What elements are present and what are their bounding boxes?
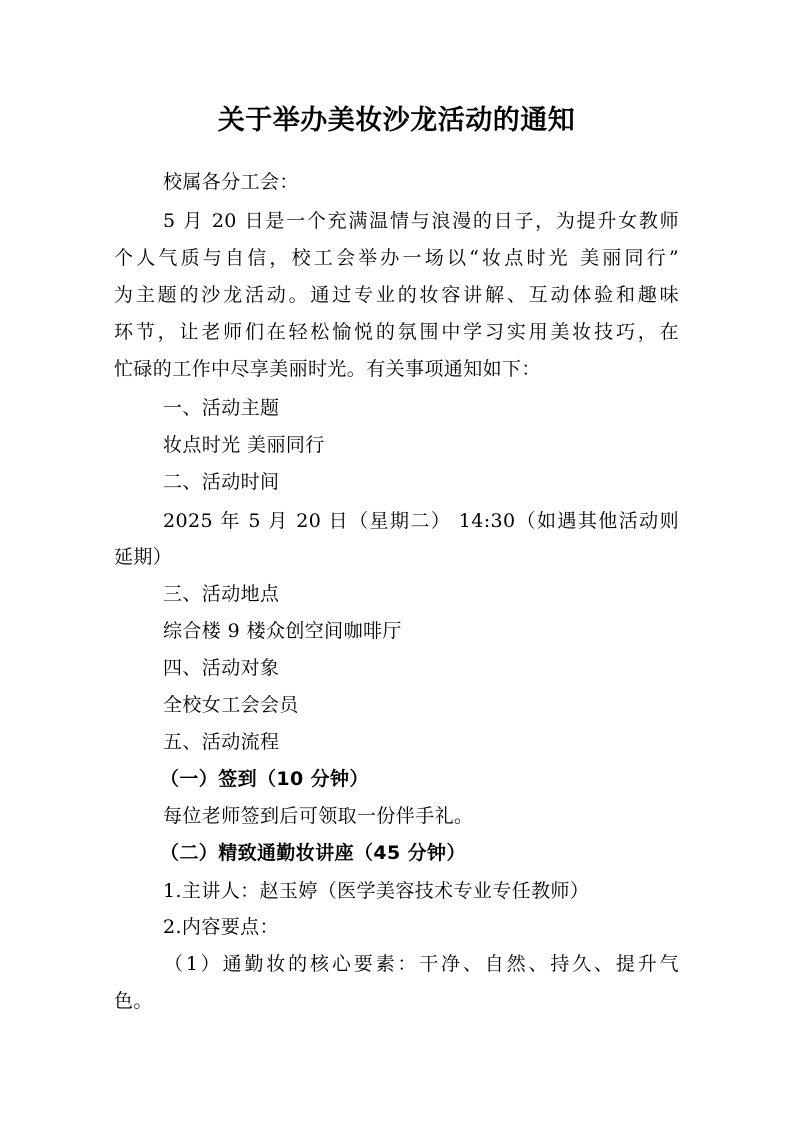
step-2-point-1-line-2: 色。 xyxy=(114,990,153,1012)
section-1-heading: 一、活动主题 xyxy=(163,397,280,419)
intro-line-3: 为主题的沙龙活动。通过专业的妆容讲解、互动体验和趣味 xyxy=(114,284,679,306)
section-1-content: 妆点时光 美丽同行 xyxy=(163,434,325,456)
section-2-heading: 二、活动时间 xyxy=(163,471,280,493)
step-2-point-1-line-1: （1）通勤妆的核心要素：干净、自然、持久、提升气 xyxy=(164,953,679,975)
intro-line-5: 忙碌的工作中尽享美丽时光。有关事项通知如下： xyxy=(114,358,541,380)
section-5-heading: 五、活动流程 xyxy=(163,731,280,753)
step-1-content: 每位老师签到后可领取一份伴手礼。 xyxy=(163,805,474,827)
intro-line-1: 5 月 20 日是一个充满温情与浪漫的日子，为提升女教师 xyxy=(163,210,679,232)
intro-line-2: 个人气质与自信，校工会举办一场以“妆点时光 美丽同行” xyxy=(114,247,679,269)
section-3-heading: 三、活动地点 xyxy=(163,583,280,605)
section-4-heading: 四、活动对象 xyxy=(163,657,280,679)
section-4-content: 全校女工会会员 xyxy=(163,694,299,716)
salutation: 校属各分工会： xyxy=(163,171,299,193)
step-2-heading: （二）精致通勤妆讲座（45 分钟） xyxy=(160,842,466,864)
step-1-heading: （一）签到（10 分钟） xyxy=(160,768,369,790)
step-2-speaker: 1.主讲人：赵玉婷（医学美容技术专业专任教师） xyxy=(163,880,590,902)
section-2-content-line-1: 2025 年 5 月 20 日（星期二） 14:30（如遇其他活动则 xyxy=(163,510,679,532)
section-2-content-line-2: 延期） xyxy=(114,546,173,568)
document-title: 关于举办美妆沙龙活动的通知 xyxy=(217,105,576,136)
step-2-points-label: 2.内容要点： xyxy=(163,916,279,938)
intro-line-4: 环节，让老师们在轻松愉悦的氛围中学习实用美妆技巧，在 xyxy=(114,321,679,343)
section-3-content: 综合楼 9 楼众创空间咖啡厅 xyxy=(163,620,402,642)
